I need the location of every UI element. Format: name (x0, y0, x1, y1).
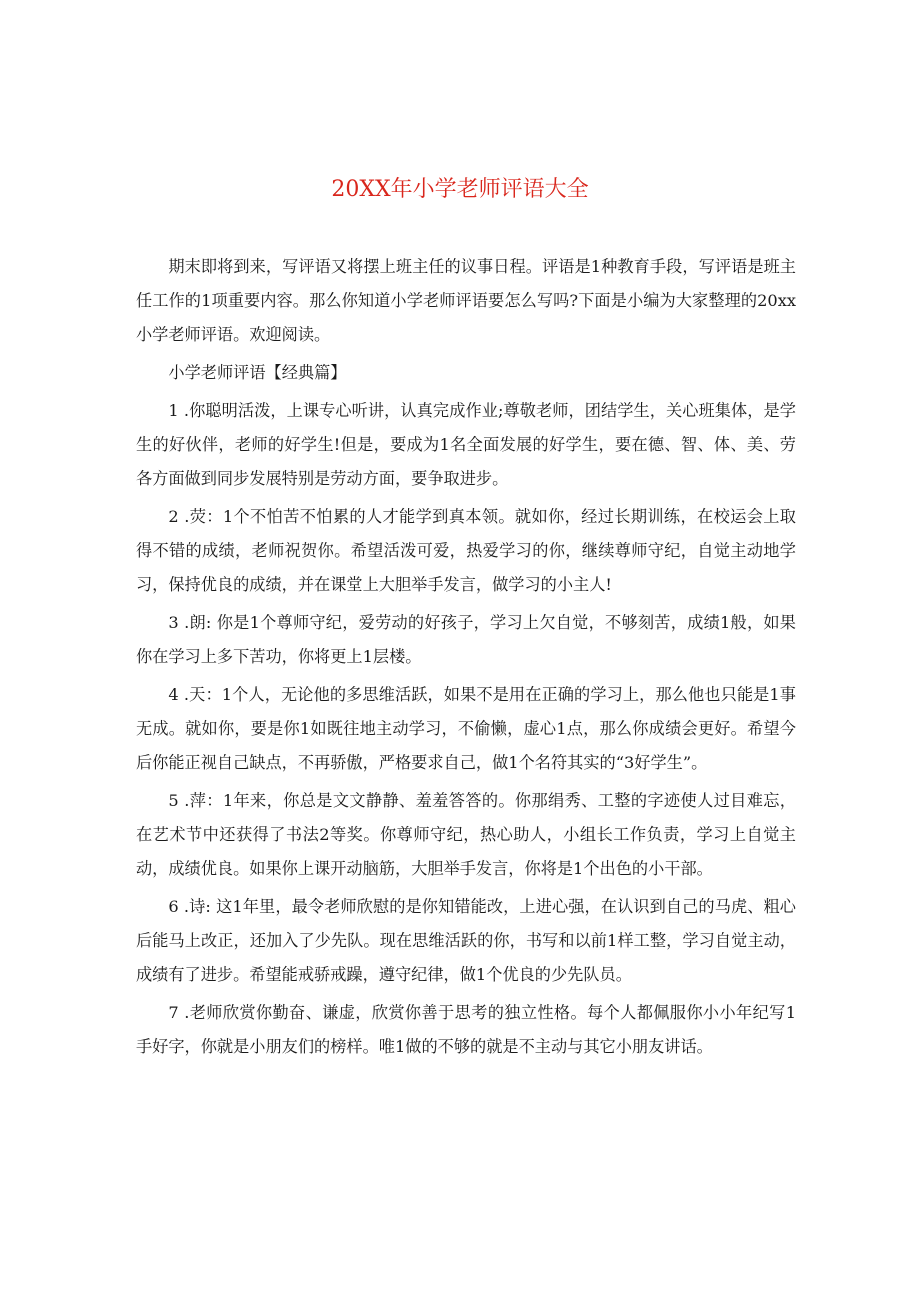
comment-item-4: 4 .天：1个人，无论他的多思维活跃，如果不是用在正确的学习上，那么他也只能是1事无成。就如你，要是你1如既往地主动学习，不偷懒，虚心1点，那么你成绩会更好。希望今后你能正视自己缺点，不再骄傲，严格要求自己，做1个名符其实的“3好学生”。 (136, 685, 796, 772)
comment-item-6: 6 .诗: 这1年里，最令老师欣慰的是你知错能改，上进心强，在认识到自己的马虎、粗心后能马上改正，还加入了少先队。现在思维活跃的你，书写和以前1样工整，学习自觉主动，成绩有了进步。希望能戒骄戒躁，遵守纪律，做1个优良的少先队员。 (136, 897, 796, 984)
comment-item-5: 5 .萍：1年来，你总是文文静静、羞羞答答的。你那绢秀、工整的字迹使人过目难忘，在艺术节中还获得了书法2等奖。你尊师守纪，热心助人，小组长工作负责，学习上自觉主动，成绩优良。如果你上课开动脑筋，大胆举手发言，你将是1个出色的小干部。 (136, 791, 796, 878)
document-title: 20XX年小学老师评语大全 (331, 177, 589, 202)
comment-item-1: 1 .你聪明活泼，上课专心听讲，认真完成作业;尊敬老师，团结学生，关心班集体，是学生的好伙伴，老师的好学生!但是，要成为1名全面发展的好学生，要在德、智、体、美、劳各方面做到同步发展特别是劳动方面，要争取进步。 (136, 401, 796, 488)
document-body (136, 250, 796, 1068)
intro-paragraph: 期末即将到来，写评语又将摆上班主任的议事日程。评语是1种教育手段，写评语是班主任工作的1项重要内容。那么你知道小学老师评语要怎么写吗?下面是小编为大家整理的20xx小学老师评语。欢迎阅读。 (136, 257, 796, 344)
comment-item-2: 2 .荧：1个不怕苦不怕累的人才能学到真本领。就如你，经过长期训练，在校运会上取得不错的成绩，老师祝贺你。希望活泼可爱，热爱学习的你，继续尊师守纪，自觉主动地学习，保持优良的成绩，并在课堂上大胆举手发言，做学习的小主人! (136, 507, 796, 594)
section-heading: 小学老师评语【经典篇】 (168, 363, 347, 382)
comment-item-7: 7 .老师欣赏你勤奋、谦虚，欣赏你善于思考的独立性格。每个人都佩服你小小年纪写1手好字，你就是小朋友们的榜样。唯1做的不够的就是不主动与其它小朋友讲话。 (136, 1003, 796, 1056)
comment-item-3: 3 .朗: 你是1个尊师守纪，爱劳动的好孩子，学习上欠自觉，不够刻苦，成绩1般，如果你在学习上多下苦功，你将更上1层楼。 (136, 613, 796, 666)
